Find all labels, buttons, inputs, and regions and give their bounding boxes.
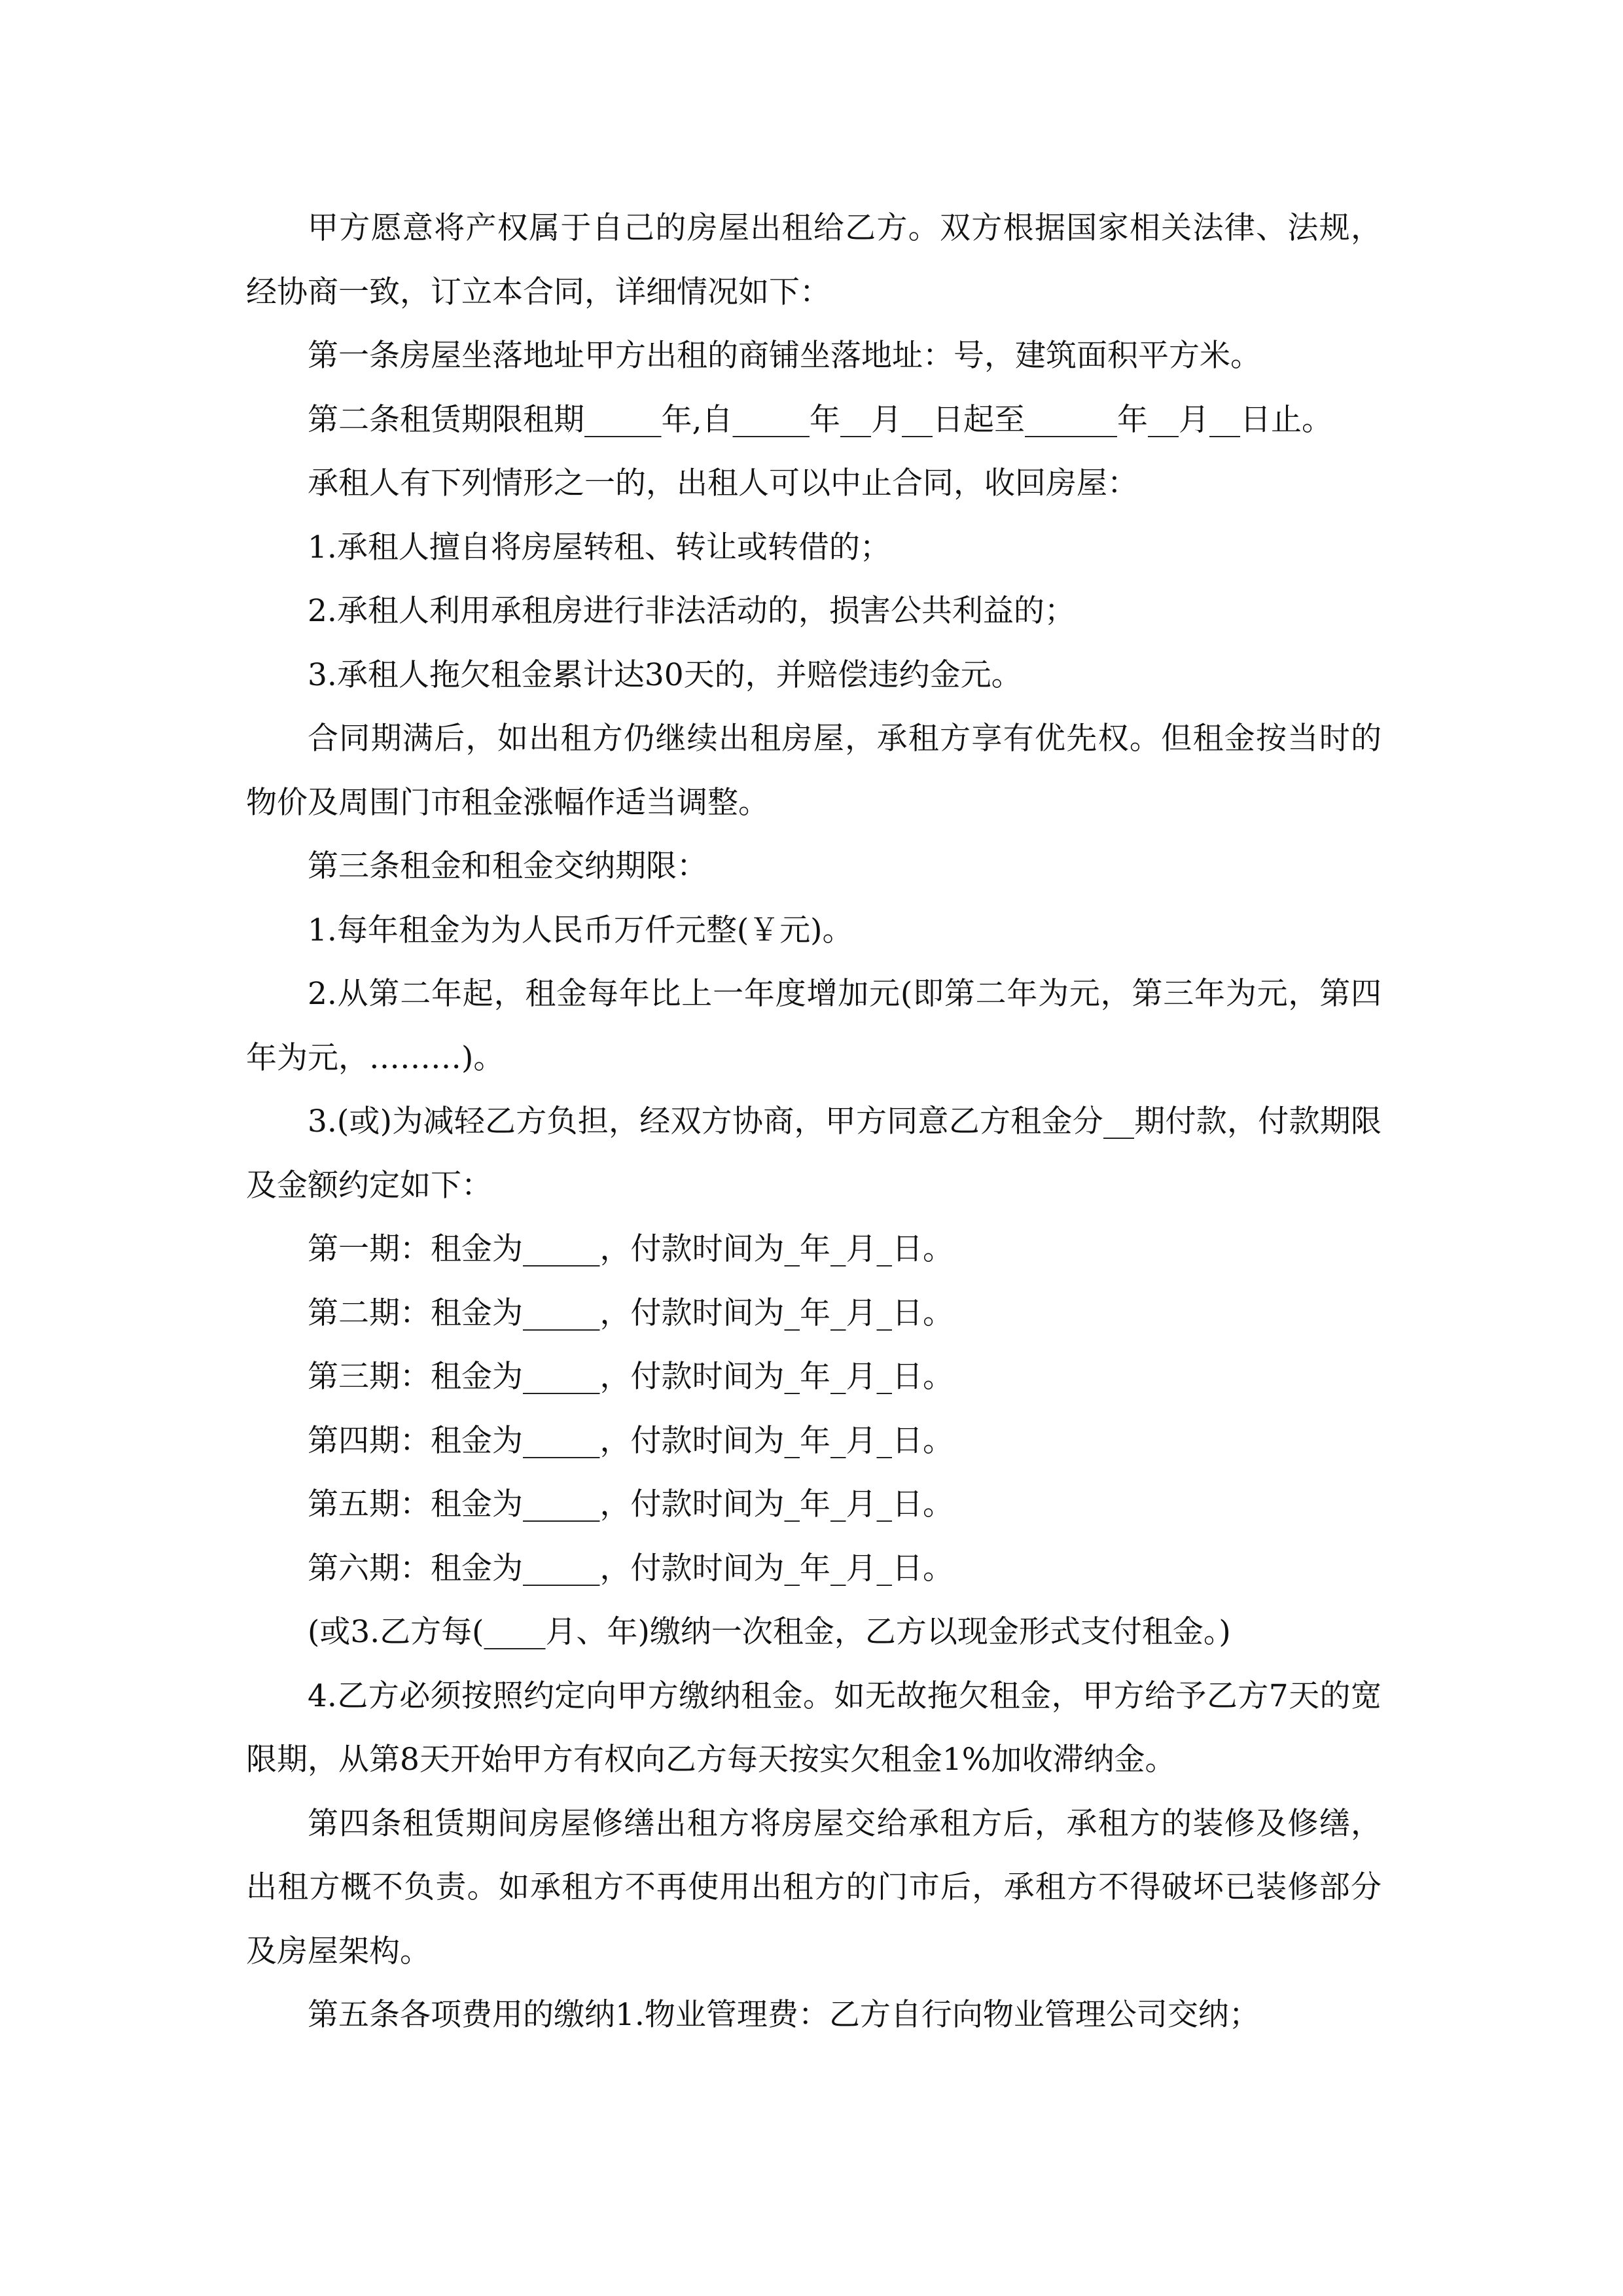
paragraph-rent-3: 3.(或)为减轻乙方负担，经双方协商，甲方同意乙方租金分__期付款，付款期限及金额约定如下： (246, 1103, 1382, 1204)
paragraph-condition-3: 3.承租人拖欠租金累计达30天的，并赔偿违约金元。 (308, 656, 1022, 693)
paragraph-rent-4: 4.乙方必须按照约定向甲方缴纳租金。如无故拖欠租金，甲方给予乙方7天的宽限期，从第8天开始甲方有权向乙方每天按实欠租金1%加收滞纳金。 (246, 1677, 1382, 1778)
paragraph-rent-alternative: (或3.乙方每(____月、年)缴纳一次租金，乙方以现金形式支付租金。) (308, 1614, 1231, 1650)
paragraph-article-2: 第二条租赁期限租期_____年,自_____年__月__日起至______年__月__日止。 (308, 401, 1332, 438)
paragraph-rent-2: 2.从第二年起，租金每年比上一年度增加元(即第二年为元，第三年为元，第四年为元，………)。 (246, 976, 1382, 1076)
paragraph-article-1: 第一条房屋坐落地址甲方出租的商铺坐落地址：号，建筑面积平方米。 (308, 338, 1261, 374)
paragraph-article-5: 第五条各项费用的缴纳1.物业管理费：乙方自行向物业管理公司交纳； (308, 1997, 1260, 2033)
contract-body (246, 196, 1382, 2047)
paragraph-installment-5: 第五期：租金为_____，付款时间为_年_月_日。 (308, 1486, 954, 1522)
paragraph-condition-1: 1.承租人擅自将房屋转租、转让或转借的； (308, 529, 891, 565)
paragraph-installment-3: 第三期：租金为_____，付款时间为_年_月_日。 (308, 1359, 954, 1395)
paragraph-article-3: 第三条租金和租金交纳期限： (308, 848, 707, 884)
paragraph-renewal: 合同期满后，如出租方仍继续出租房屋，承租方享有优先权。但租金按当时的物价及周围门市租金涨幅作适当调整。 (246, 721, 1382, 821)
paragraph-article-4: 第四条租赁期间房屋修缮出租方将房屋交给承租方后，承租方的装修及修缮，出租方概不负责。如承租方不再使用出租方的门市后，承租方不得破坏已装修部分及房屋架构。 (246, 1805, 1382, 1969)
paragraph-intro: 甲方愿意将产权属于自己的房屋出租给乙方。双方根据国家相关法律、法规，经协商一致，订立本合同，详细情况如下： (246, 210, 1382, 310)
paragraph-rent-1: 1.每年租金为为人民币万仟元整(￥元)。 (308, 912, 853, 948)
paragraph-installment-6: 第六期：租金为_____，付款时间为_年_月_日。 (308, 1550, 954, 1587)
paragraph-termination-conditions: 承租人有下列情形之一的，出租人可以中止合同，收回房屋： (308, 465, 1138, 501)
paragraph-installment-1: 第一期：租金为_____，付款时间为_年_月_日。 (308, 1231, 954, 1267)
paragraph-condition-2: 2.承租人利用承租房进行非法活动的，损害公共利益的； (308, 593, 1075, 629)
paragraph-installment-4: 第四期：租金为_____，付款时间为_年_月_日。 (308, 1422, 954, 1459)
paragraph-installment-2: 第二期：租金为_____，付款时间为_年_月_日。 (308, 1295, 954, 1331)
